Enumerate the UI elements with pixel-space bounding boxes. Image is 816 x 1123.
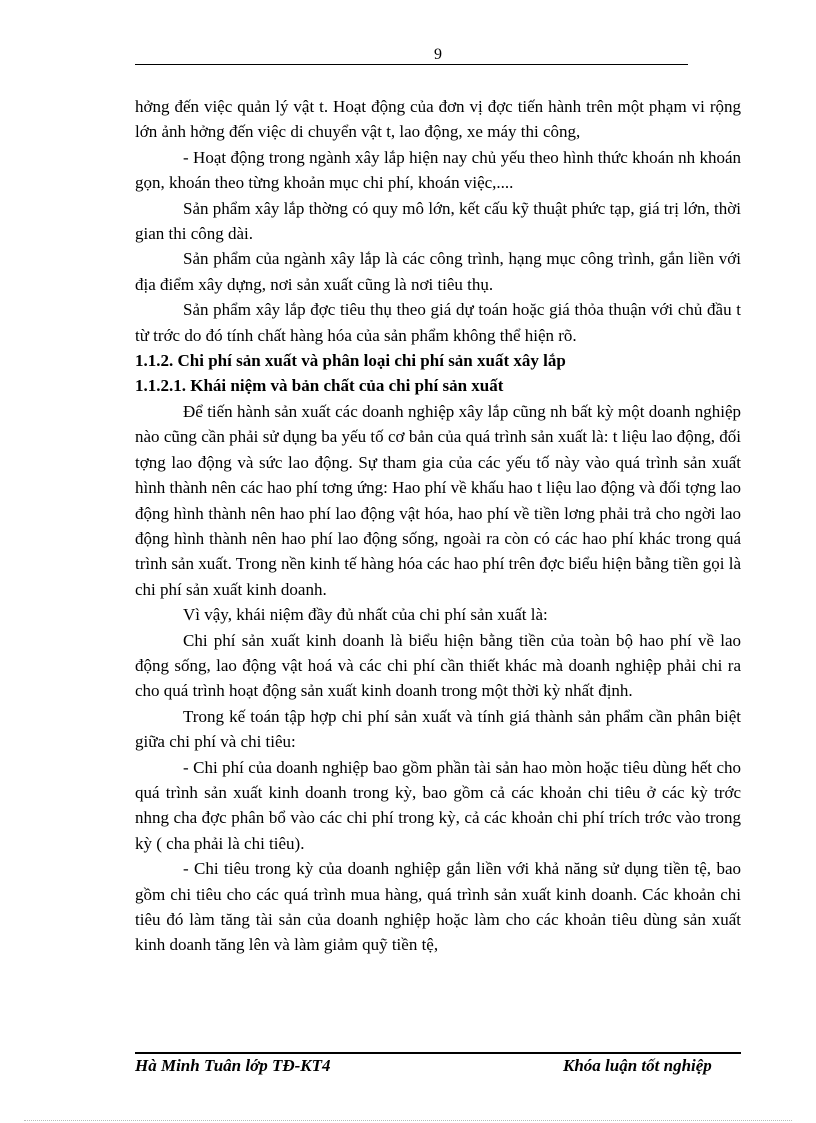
paragraph: Sản phẩm của ngành xây lắp là các công trình, hạng mục công trình, gắn liền với địa điểm xây dựng, nơi sản xuất cũng là nơi tiêu thụ. <box>135 249 741 294</box>
footer-title: Khóa luận tốt nghiệp <box>563 1056 712 1075</box>
footer-author: Hà Minh Tuân lớp TĐ-KT4 <box>135 1056 331 1075</box>
paragraph: Chi phí sản xuất kinh doanh là biểu hiện bằng tiền của toàn bộ hao phí về lao động sống, lao động vật hoá và các chi phí cần thiết khác mà doanh nghiệp phải chi ra cho quá trình hoạt động sản xuất kinh doanh trong một thời kỳ nhất định. <box>135 630 741 701</box>
paragraph: Vì vậy, khái niệm đầy đủ nhất của chi phí sản xuất là: <box>183 605 548 625</box>
page-edge-divider <box>24 1120 792 1121</box>
paragraph: - Chi phí của doanh nghiệp bao gồm phần tài sản hao mòn hoặc tiêu dùng hết cho quá trình sản xuất kinh doanh trong kỳ, bao gồm cả các khoản chi tiêu ở các kỳ trớc nhng cha đợc phân bổ vào các chi phí trong kỳ, cả các khoản chi phí trích trớc vào trong kỳ ( cha phải là chi tiêu). <box>135 757 741 853</box>
paragraph: - Hoạt động trong ngành xây lắp hiện nay chủ yếu theo hình thức khoán nh khoán gọn, khoán theo từng khoản mục chi phí, khoán việc,.... <box>135 147 741 193</box>
paragraph: hởng đến việc quản lý vật t. Hoạt động của đơn vị đợc tiến hành trên một phạm vi rộng lớn ảnh hởng đến việc di chuyển vật t, lao động, xe máy thi công, <box>135 97 741 142</box>
header-rule <box>135 64 688 65</box>
subsection-heading: 1.1.2.1. Khái niệm và bản chất của chi phí sản xuất <box>135 376 504 396</box>
paragraph: Sản phẩm xây lắp thờng có quy mô lớn, kết cấu kỹ thuật phức tạp, giá trị lớn, thời gian thi công dài. <box>135 198 741 244</box>
paragraph: Để tiến hành sản xuất các doanh nghiệp xây lắp cũng nh bất kỳ một doanh nghiệp nào cũng cần phải sử dụng ba yếu tố cơ bản của quá trình sản xuất là: t liệu lao động, đối tợng lao động và sức lao động. Sự tham gia của các yếu tố này vào quá trình sản xuất hình thành nên các hao phí tơng ứng: Hao phí về khấu hao t liệu lao động và đối tợng lao động hình thành nên hao phí lao động vật hóa, hao phí về tiền lơng phải trả cho ngời lao động hình thành nên hao phí lao động sống, ngoài ra còn có các hao phí khác trong quá trình sản xuất. Trong nền kinh tế hàng hóa các hao phí trên đợc biểu hiện bằng tiền gọi là chi phí sản xuất kinh doanh. <box>135 401 742 599</box>
paragraph: - Chi tiêu trong kỳ của doanh nghiệp gắn liền với khả năng sử dụng tiền tệ, bao gồm chi tiêu cho các quá trình mua hàng, quá trình sản xuất kinh doanh. Các khoản chi tiêu đó làm tăng tài sản của doanh nghiệp hoặc làm cho các khoản tiêu dùng sản xuất kinh doanh tăng lên và làm giảm quỹ tiền tệ, <box>135 859 741 955</box>
paragraph: Trong kế toán tập hợp chi phí sản xuất và tính giá thành sản phẩm cần phân biệt giữa chi phí và chi tiêu: <box>135 706 741 752</box>
paragraph: Sản phẩm xây lắp đợc tiêu thụ theo giá dự toán hoặc giá thỏa thuận với chủ đầu t từ trớc do đó tính chất hàng hóa của sản phẩm không thể hiện rõ. <box>135 300 741 345</box>
footer-rule <box>135 1052 741 1054</box>
page-number: 9 <box>426 46 450 64</box>
section-heading: 1.1.2. Chi phí sản xuất và phân loại chi phí sản xuất xây lắp <box>135 351 566 371</box>
document-body <box>135 94 741 958</box>
